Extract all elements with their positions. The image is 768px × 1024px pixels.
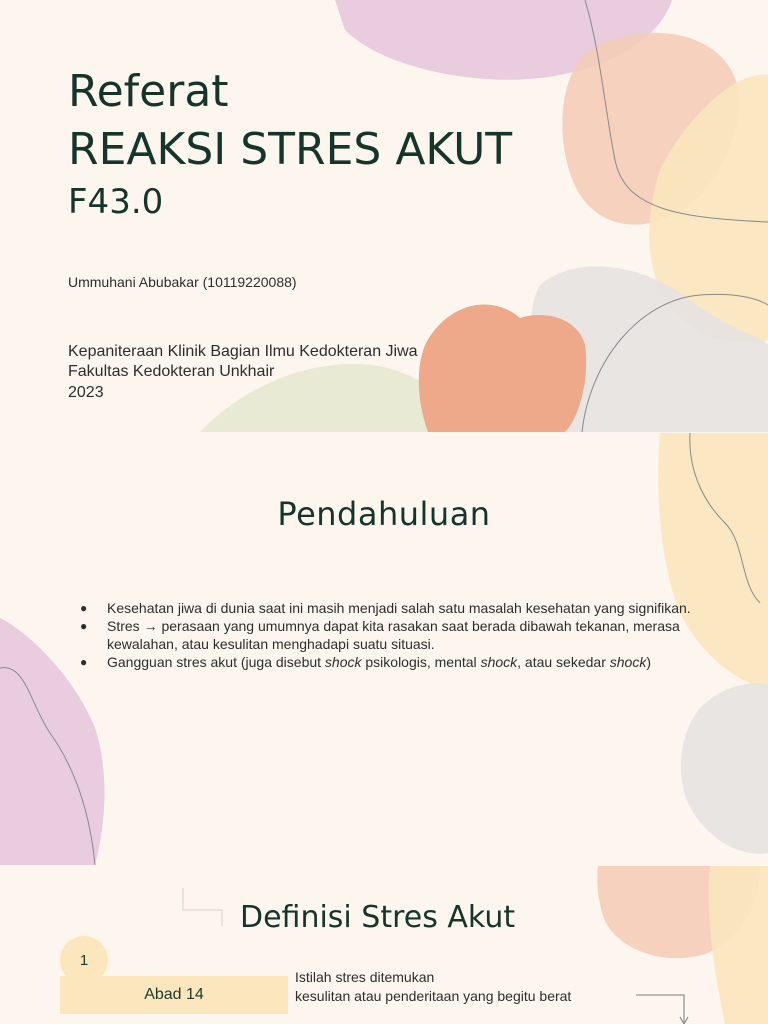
bullet-text: Stres → perasaan yang umumnya dapat kita rasakan saat berada dibawah tekanan, merasa kewalahan, atau kesulitan menghadapi suatu situasi.	[107, 618, 680, 652]
bullet-emphasis: shock	[480, 654, 518, 670]
bullet-list	[80, 599, 710, 671]
title-code: F43.0	[68, 182, 164, 222]
section-heading: Definisi Stres Akut	[240, 900, 516, 935]
definition-text-line-2: kesulitan atau penderitaan yang begitu berat	[295, 988, 572, 1004]
year: 2023	[68, 384, 104, 401]
bullet-emphasis: shock	[324, 654, 362, 670]
bullet-item	[80, 653, 710, 671]
bullet-emphasis: shock	[609, 654, 647, 670]
bullet-text: Gangguan stres akut (juga disebut	[107, 654, 325, 670]
step-number-badge: 1	[60, 936, 108, 984]
affiliation-line-1: Kepaniteraan Klinik Bagian Ilmu Kedokteran Jiwa	[68, 343, 418, 360]
introduction-slide	[0, 433, 768, 865]
title-slide	[0, 0, 768, 432]
bullet-text: )	[646, 654, 652, 670]
bullet-text: , atau sekedar	[517, 654, 610, 670]
bullet-text: psikologis, mental	[361, 654, 481, 670]
author: Ummuhani Abubakar (10119220088)	[68, 274, 297, 290]
bullet-item	[80, 599, 710, 617]
affiliation-line-2: Fakultas Kedokteran Unkhair	[68, 363, 275, 380]
bullet-text: Kesehatan jiwa di dunia saat ini masih menjadi salah satu masalah kesehatan yang signifikan.	[107, 600, 691, 616]
section-heading: Pendahuluan	[277, 495, 491, 533]
definition-text-line-1: Istilah stres ditemukan	[295, 969, 435, 985]
title-line-2: REAKSI STRES AKUT	[68, 124, 513, 175]
era-label: Abad 14	[60, 976, 288, 1014]
bullet-item	[80, 617, 710, 653]
definition-slide	[0, 866, 768, 1024]
title-line-1: Referat	[68, 66, 229, 117]
